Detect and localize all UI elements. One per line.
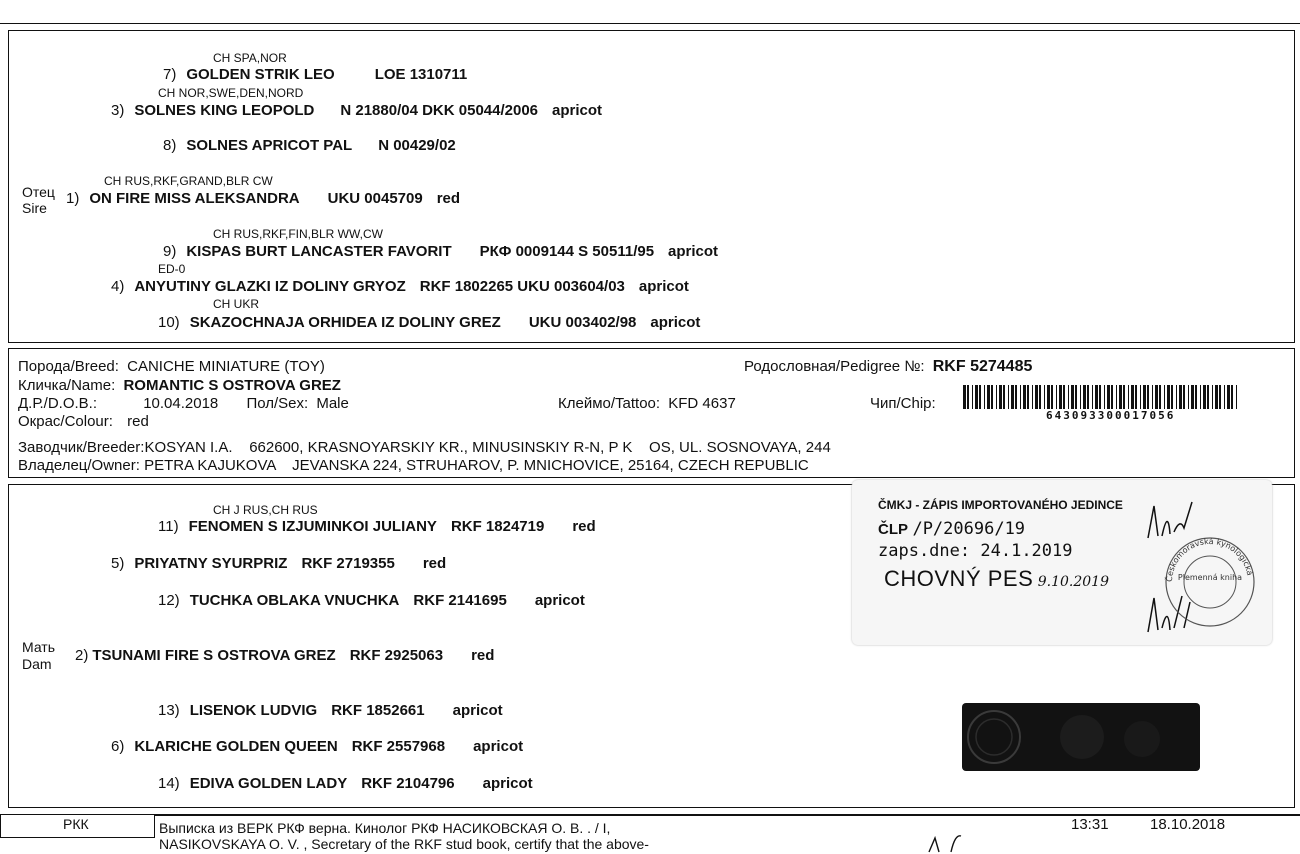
coat-color: apricot <box>638 278 689 295</box>
dog-name: TSUNAMI FIRE S OSTROVA GREZ <box>92 647 336 664</box>
sire-label-ru: Отец <box>22 184 55 200</box>
coat-color: apricot <box>552 102 603 119</box>
registration: RKF 2104796 <box>361 775 455 792</box>
entry-number: 10) <box>158 314 180 331</box>
name-label: Кличка/Name: <box>18 377 116 394</box>
dog-name: KISPAS BURT LANCASTER FAVORIT <box>186 243 452 260</box>
sire-entry-7 <box>163 66 467 83</box>
import-stamp <box>852 480 1272 645</box>
stamp-zaps-row <box>878 541 1073 561</box>
entry-number: 9) <box>163 243 177 260</box>
redacted-seal-icon <box>962 703 1200 771</box>
stamp-zaps-date: 24.1.2019 <box>980 541 1073 561</box>
owner-value: PETRA KAJUKOVA JEVANSKA 224, STRUHAROV, P. MNICHOVICE, 25164, CZECH REPUBLIC <box>144 457 809 474</box>
registration: РКФ 0009144 S 50511/95 <box>479 243 655 260</box>
entry-number: 4) <box>111 278 125 295</box>
top-rule <box>0 23 1300 24</box>
dam-entry-6 <box>111 738 523 755</box>
registration: RKF 2141695 <box>413 592 507 609</box>
stamp-zaps-label: zaps.dne: <box>878 541 971 561</box>
seal-ring-text: Českomoravská kynologická <box>1164 536 1255 583</box>
coat-color: apricot <box>482 775 533 792</box>
coat-color: apricot <box>452 702 503 719</box>
footer-text-line2: NASIKOVSKAYA O. V. , Secretary of the RKF stud book, certify that the above- <box>159 836 649 852</box>
entry-number: 2) <box>75 647 89 664</box>
colour-row <box>18 413 149 430</box>
sire-entry-9 <box>163 243 718 260</box>
coat-color: red <box>572 518 596 535</box>
chip-number: 643093300017056 <box>1046 409 1176 422</box>
sire-label-en: Sire <box>22 200 47 216</box>
registration: RKF 1802265 UKU 003604/03 <box>419 278 625 295</box>
stamp-chovny-row <box>884 566 1109 592</box>
pedigree-value: RKF 5274485 <box>932 358 1033 375</box>
dog-name: GOLDEN STRIK LEO <box>186 66 335 83</box>
sire-entry-7-title: CH SPA,NOR <box>213 51 287 65</box>
dam-entry-11 <box>158 518 596 535</box>
coat-color: red <box>422 555 447 572</box>
entry-number: 12) <box>158 592 180 609</box>
owner-row <box>18 457 809 474</box>
sire-entry-10-title: CH UKR <box>213 297 260 311</box>
breed-row <box>18 358 325 375</box>
colour-value: red <box>127 413 149 430</box>
redacted-seal-box <box>962 703 1200 771</box>
stamp-clp-label: ČLP <box>878 521 908 538</box>
pedigree-row <box>744 358 1032 376</box>
registration: RKF 2719355 <box>301 555 395 572</box>
dam-entry-13 <box>158 702 503 719</box>
entry-number: 5) <box>111 555 125 572</box>
registration: RKF 1824719 <box>450 518 545 535</box>
breeder-row <box>18 439 831 456</box>
pedigree-label: Родословная/Pedigree №: <box>744 358 925 375</box>
stamp-chovny-date: 9.10.2019 <box>1037 574 1109 590</box>
owner-label: Владелец/Owner: <box>18 457 140 474</box>
sire-entry-9-title: CH RUS,RKF,FIN,BLR WW,CW <box>213 227 383 241</box>
dog-name: TUCHKA OBLAKA VNUCHKA <box>189 592 400 609</box>
registration: RKF 2925063 <box>349 647 444 664</box>
colour-label: Окрас/Colour: <box>18 413 113 430</box>
stamp-chovny: CHOVNÝ PES <box>884 566 1034 591</box>
entry-number: 1) <box>66 190 80 207</box>
dog-name: LISENOK LUDVIG <box>189 702 318 719</box>
sex-label: Пол/Sex: <box>246 395 309 412</box>
registration: RKF 1852661 <box>331 702 425 719</box>
sire-entry-4-title: ED-0 <box>158 262 186 276</box>
sire-entry-4 <box>111 278 689 295</box>
sire-entry-3-title: CH NOR,SWE,DEN,NORD <box>158 86 304 100</box>
breed-value: CANICHE MINIATURE (TOY) <box>127 358 325 375</box>
dob-row <box>18 395 349 412</box>
sex-value: Male <box>316 395 349 412</box>
footer-signature <box>925 832 975 854</box>
tattoo-value: KFD 4637 <box>668 395 736 412</box>
registration: LOE 1310711 <box>374 66 468 83</box>
registration: RKF 2557968 <box>351 738 446 755</box>
registration: N 00429/02 <box>378 137 456 154</box>
entry-number: 7) <box>163 66 177 83</box>
name-row <box>18 377 341 394</box>
coat-color: apricot <box>473 738 524 755</box>
dog-name: FENOMEN S IZJUMINKOI JULIANY <box>188 518 437 535</box>
tattoo-row <box>558 395 736 412</box>
dam-entry-11-title: CH J RUS,CH RUS <box>213 503 318 517</box>
footer-org: РКК <box>63 816 89 832</box>
dam-entry-14 <box>158 775 533 792</box>
dam-entry-2 <box>75 647 494 664</box>
breeder-label: Заводчик/Breeder: <box>18 439 145 456</box>
dog-name: KLARICHE GOLDEN QUEEN <box>134 738 338 755</box>
dog-name: EDIVA GOLDEN LADY <box>189 775 348 792</box>
stamp-clp-row <box>878 519 1025 539</box>
dam-label-en: Dam <box>22 656 52 672</box>
name-value: ROMANTIC S OSTROVA GREZ <box>123 377 341 394</box>
dam-entry-5 <box>111 555 446 572</box>
sire-entry-8 <box>163 137 456 154</box>
dob-value: 10.04.2018 <box>143 395 219 412</box>
dog-name: ON FIRE MISS ALEKSANDRA <box>89 190 300 207</box>
registration: UKU 0045709 <box>327 190 423 207</box>
sire-entry-1-title: CH RUS,RKF,GRAND,BLR CW <box>104 174 273 188</box>
tattoo-label: Клеймо/Tattoo: <box>558 395 661 412</box>
sire-entry-10 <box>158 314 700 331</box>
entry-number: 14) <box>158 775 180 792</box>
chip-barcode <box>963 385 1238 409</box>
sire-entry-3 <box>111 102 602 119</box>
dog-name: ANYUTINY GLAZKI IZ DOLINY GRYOZ <box>134 278 406 295</box>
breed-label: Порода/Breed: <box>18 358 119 375</box>
registration: N 21880/04 DKK 05044/2006 <box>340 102 539 119</box>
sire-entry-1 <box>66 190 460 207</box>
dog-name: PRIYATNY SYURPRIZ <box>134 555 288 572</box>
plemenna-kniha-seal <box>1160 532 1260 632</box>
coat-color: apricot <box>534 592 585 609</box>
dam-label-ru: Мать <box>22 639 56 655</box>
footer-date: 18.10.2018 <box>1150 816 1226 833</box>
entry-number: 13) <box>158 702 180 719</box>
coat-color: apricot <box>650 314 701 331</box>
entry-number: 6) <box>111 738 125 755</box>
seal-inner-text: Plemenná kniha <box>1177 573 1243 582</box>
dog-name: SKAZOCHNAJA ORHIDEA IZ DOLINY GREZ <box>189 314 501 331</box>
footer-text-line1: Выписка из ВЕРК РКФ верна. Кинолог РКФ НАСИКОВСКАЯ О. В. . / I, <box>159 820 611 836</box>
stamp-clp-value: /P/20696/19 <box>912 519 1026 539</box>
dam-entry-12 <box>158 592 585 609</box>
dob-label: Д.Р./D.O.B.: <box>18 395 98 412</box>
dog-name: SOLNES KING LEOPOLD <box>134 102 315 119</box>
chip-label: Чип/Chip: <box>870 395 936 412</box>
coat-color: red <box>471 647 495 664</box>
footer-time: 13:31 <box>1071 816 1109 833</box>
entry-number: 11) <box>158 518 179 535</box>
coat-color: red <box>436 190 461 207</box>
breeder-value: KOSYAN I.A. 662600, KRASNOYARSKIY KR., MINUSINSKIY R-N, P K OS, UL. SOSNOVAYA, 244 <box>144 439 831 456</box>
entry-number: 8) <box>163 137 177 154</box>
stamp-title: ČMKJ - ZÁPIS IMPORTOVANÉHO JEDINCE <box>878 498 1123 512</box>
dog-name: SOLNES APRICOT PAL <box>186 137 353 154</box>
entry-number: 3) <box>111 102 125 119</box>
registration: UKU 003402/98 <box>528 314 637 331</box>
coat-color: apricot <box>668 243 719 260</box>
footer-frame-right <box>155 814 1300 816</box>
